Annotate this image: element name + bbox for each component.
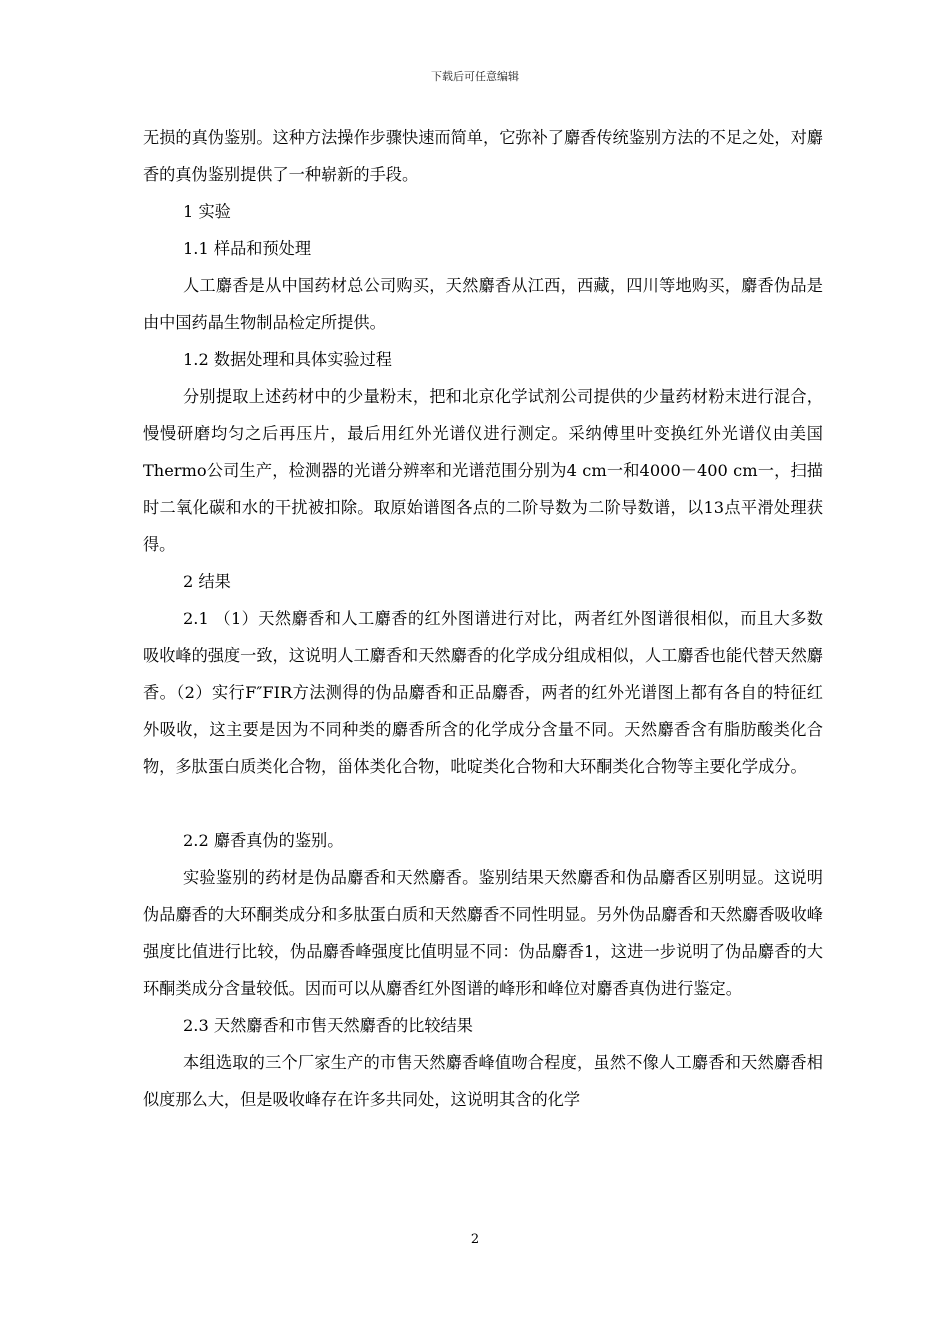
- section-heading: 2 结果: [183, 572, 231, 591]
- section-heading: 1 实验: [183, 202, 231, 221]
- body-paragraph: 实验鉴别的药材是伪品麝香和天然麝香。鉴别结果天然麝香和伪品麝香区别明显。这说明伪品麝香的大环酮类成分和多肽蛋白质和天然麝香不同性明显。另外伪品麝香和天然麝香吸收峰强度比值进行比较，伪品麝香峰强度比值明显不同：伪品麝香1，这进一步说明了伪品麝香的大环酮类成分含量较低。因而可以从麝香红外图谱的峰形和峰位对麝香真伪进行鉴定。: [143, 868, 823, 998]
- body-paragraph: 人工麝香是从中国药材总公司购买，天然麝香从江西，西藏，四川等地购买，麝香伪品是由中国药晶生物制品检定所提供。: [143, 276, 823, 332]
- section-heading: 1.2 数据处理和具体实验过程: [183, 350, 392, 369]
- body-paragraph: 无损的真伪鉴别。这种方法操作步骤快速而简单，它弥补了麝香传统鉴别方法的不足之处，对麝香的真伪鉴别提供了一种崭新的手段。: [143, 128, 823, 184]
- page-number: 2: [470, 1232, 480, 1247]
- blank-line: [143, 785, 823, 822]
- page-header: 下载后可任意编辑: [431, 70, 519, 83]
- section-heading: 1.1 样品和预处理: [183, 239, 312, 258]
- body-paragraph: 分别提取上述药材中的少量粉末，把和北京化学试剂公司提供的少量药材粉末进行混合，慢慢研磨均匀之后再压片，最后用红外光谱仪进行测定。采纳傅里叶变换红外光谱仪由美国Thermo公司生产，检测器的光谱分辨率和光谱范围分别为4 cm一和4000－400 cm一，扫描时二氧化碳和水的干扰被扣除。取原始谱图各点的二阶导数为二阶导数谱，以13点平滑处理获得。: [143, 387, 823, 554]
- section-heading: 2.2 麝香真伪的鉴别。: [183, 831, 344, 850]
- section-heading: 2.3 天然麝香和市售天然麝香的比较结果: [183, 1016, 473, 1035]
- body-paragraph: 本组选取的三个厂家生产的市售天然麝香峰值吻合程度，虽然不像人工麝香和天然麝香相似度那么大，但是吸收峰存在许多共同处，这说明其含的化学: [143, 1053, 823, 1109]
- document-body: [143, 119, 823, 1118]
- body-paragraph: 2.1 （1）天然麝香和人工麝香的红外图谱进行对比，两者红外图谱很相似，而且大多数吸收峰的强度一致，这说明人工麝香和天然麝香的化学成分组成相似，人工麝香也能代替天然麝香。（2）实行F″FIR方法测得的伪品麝香和正品麝香，两者的红外光谱图上都有各自的特征红外吸收，这主要是因为不同种类的麝香所含的化学成分含量不同。天然麝香含有脂肪酸类化合物，多肽蛋白质类化合物，甾体类化合物，吡啶类化合物和大环酮类化合物等主要化学成分。: [143, 609, 823, 776]
